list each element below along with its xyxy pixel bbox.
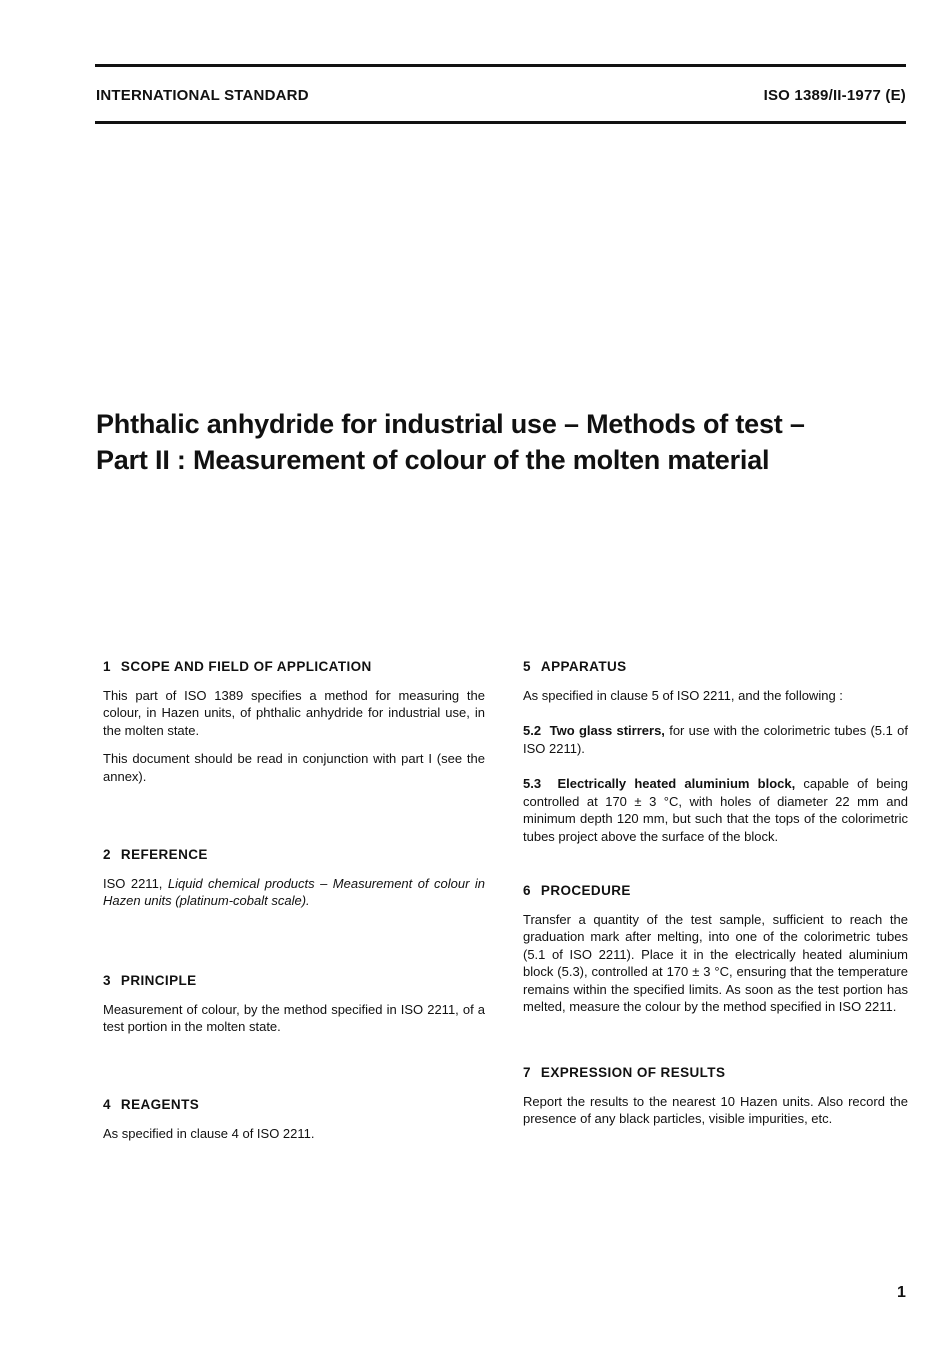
- header-left: INTERNATIONAL STANDARD: [96, 87, 309, 104]
- item-5-3: 5.3 Electrically heated aluminium block, capable of being controlled at 170 ± 3 °C, with holes of diameter 22 mm and minimum depth 120 mm, but such that the tops of the colorimetric tubes project above the surface of the block.: [523, 776, 908, 844]
- section-paragraph: ISO 2211, Liquid chemical products – Measurement of colour in Hazen units (platinum-cobalt scale).: [103, 875, 485, 908]
- section-heading: 7 EXPRESSION OF RESULTS: [523, 1065, 726, 1080]
- section-7: [523, 1064, 908, 1128]
- section-4: [103, 1096, 485, 1142]
- section-2: [103, 846, 485, 910]
- section-heading: 2 REFERENCE: [103, 847, 208, 862]
- page-number: 1: [897, 1284, 906, 1301]
- section-heading: 6 PROCEDURE: [523, 883, 631, 898]
- section-heading: 1 SCOPE AND FIELD OF APPLICATION: [103, 659, 372, 674]
- section-5: [523, 658, 908, 845]
- title-line-2: Part II : Measurement of colour of the molten material: [96, 445, 770, 475]
- header-right: ISO 1389/II-1977 (E): [763, 87, 906, 104]
- section-paragraph: Report the results to the nearest 10 Hazen units. Also record the presence of any black particles, visible impurities, etc.: [523, 1093, 908, 1126]
- section-paragraph: As specified in clause 5 of ISO 2211, and the following :: [523, 687, 843, 703]
- reference-title: Liquid chemical products – Measurement of colour in Hazen units (platinum-cobalt scale).: [103, 875, 485, 908]
- header-bottom-rule: [95, 121, 906, 124]
- title-line-1: Phthalic anhydride for industrial use – Methods of test –: [96, 409, 805, 439]
- section-heading: 3 PRINCIPLE: [103, 973, 197, 988]
- item-5-2: 5.2 Two glass stirrers, for use with the colorimetric tubes (5.1 of ISO 2211).: [523, 723, 908, 756]
- document-title: [96, 406, 805, 478]
- section-paragraph: Measurement of colour, by the method specified in ISO 2211, of a test portion in the molten state.: [103, 1001, 485, 1034]
- header-top-rule: [95, 64, 906, 67]
- section-heading: 5 APPARATUS: [523, 659, 627, 674]
- section-heading: 4 REAGENTS: [103, 1097, 200, 1112]
- section-paragraph: This document should be read in conjunction with part I (see the annex).: [103, 751, 485, 784]
- section-6: [523, 882, 908, 1016]
- section-paragraph: This part of ISO 1389 specifies a method for measuring the colour, in Hazen units, of phthalic anhydride for industrial use, in the molten state.: [103, 687, 485, 738]
- section-paragraph: Transfer a quantity of the test sample, sufficient to reach the graduation mark after melting, into one of the colorimetric tubes (5.1 of ISO 2211). Place it in the electrically heated aluminium block (5.3), controlled at 170 ± 3 °C, ensuring that the temperature remains within the specified limits. As soon as the test portion has melted, measure the colour by the method specified in ISO 2211.: [523, 911, 908, 1014]
- section-1: [103, 658, 485, 785]
- section-3: [103, 972, 485, 1036]
- section-paragraph: As specified in clause 4 of ISO 2211.: [103, 1125, 315, 1141]
